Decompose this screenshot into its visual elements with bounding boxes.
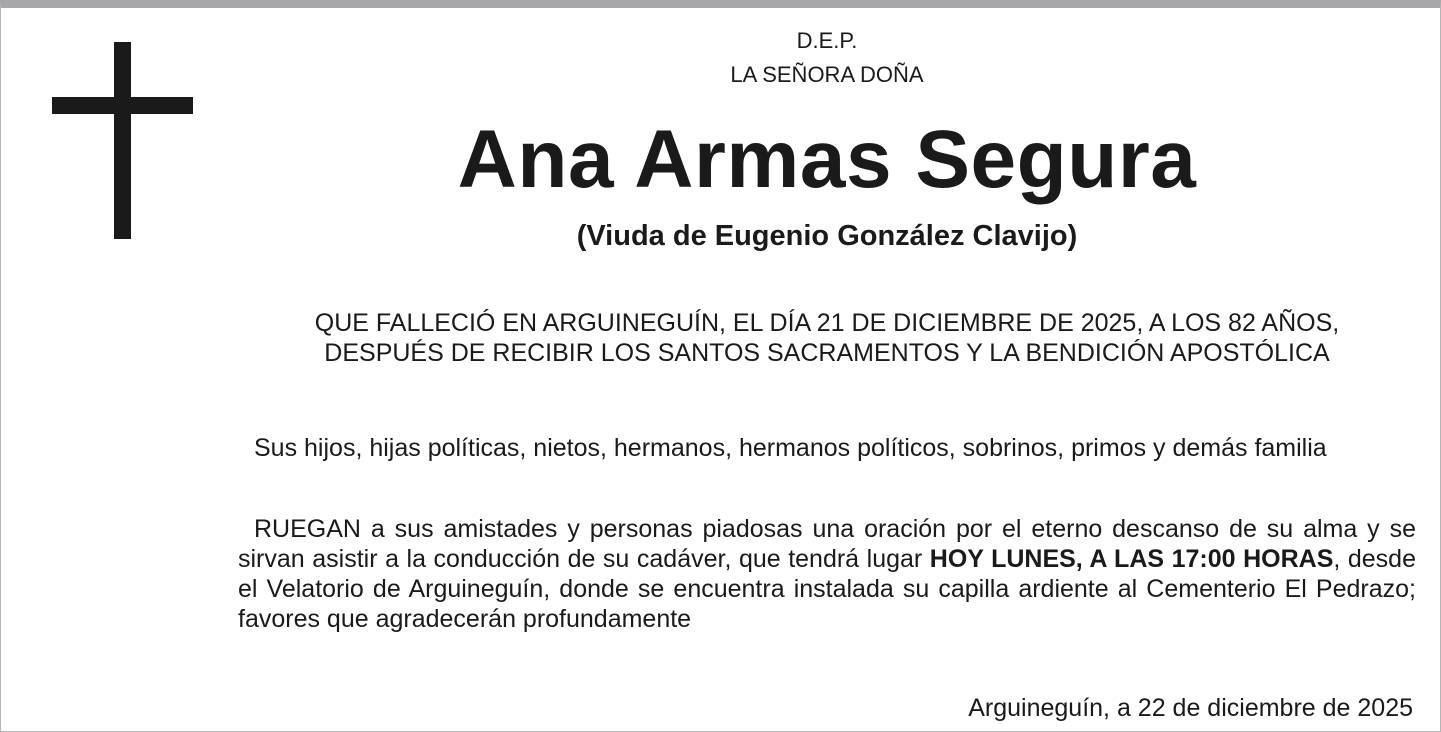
widow-subtitle: (Viuda de Eugenio González Clavijo)	[576, 220, 1078, 252]
place-date: Arguineguín, a 22 de diciembre de 2025	[968, 694, 1413, 722]
honorific: LA SEÑORA DOÑA	[730, 62, 924, 87]
request-paragraph	[238, 514, 1416, 634]
request-text-after: , desde el Velatorio de Arguineguín, donde se encuentra instalada su capilla ardiente al Cementerio El Pedrazo; favores que agradecerán profundamente	[238, 545, 1416, 633]
cross-vertical-bar	[114, 42, 131, 239]
cross-horizontal-bar	[52, 97, 193, 114]
family-paragraph	[238, 433, 1416, 463]
death-statement: QUE FALLECIÓ EN ARGUINEGUÍN, EL DÍA 21 DE DICIEMBRE DE 2025, A LOS 82 AÑOS, DESPUÉS DE RECIBIR LOS SANTOS SACRAMENTOS Y LA BENDICIÓN APOSTÓLICA	[314, 309, 1340, 367]
request-text-before: RUEGAN a sus amistades y personas piadosas una oración por el eterno descanso de su alma y se sirvan asistir a la conducción de su cadáver, que tendrá lugar	[238, 515, 1416, 573]
cross-icon	[52, 42, 193, 239]
request-time: HOY LUNES, A LAS 17:00 HORAS	[929, 545, 1334, 573]
dep-heading: D.E.P.	[796, 28, 858, 53]
family-text: Sus hijos, hijas políticas, nietos, hermanos, hermanos políticos, sobrinos, primos y demás familia	[254, 434, 1327, 462]
deceased-name: Ana Armas Segura	[457, 114, 1197, 205]
